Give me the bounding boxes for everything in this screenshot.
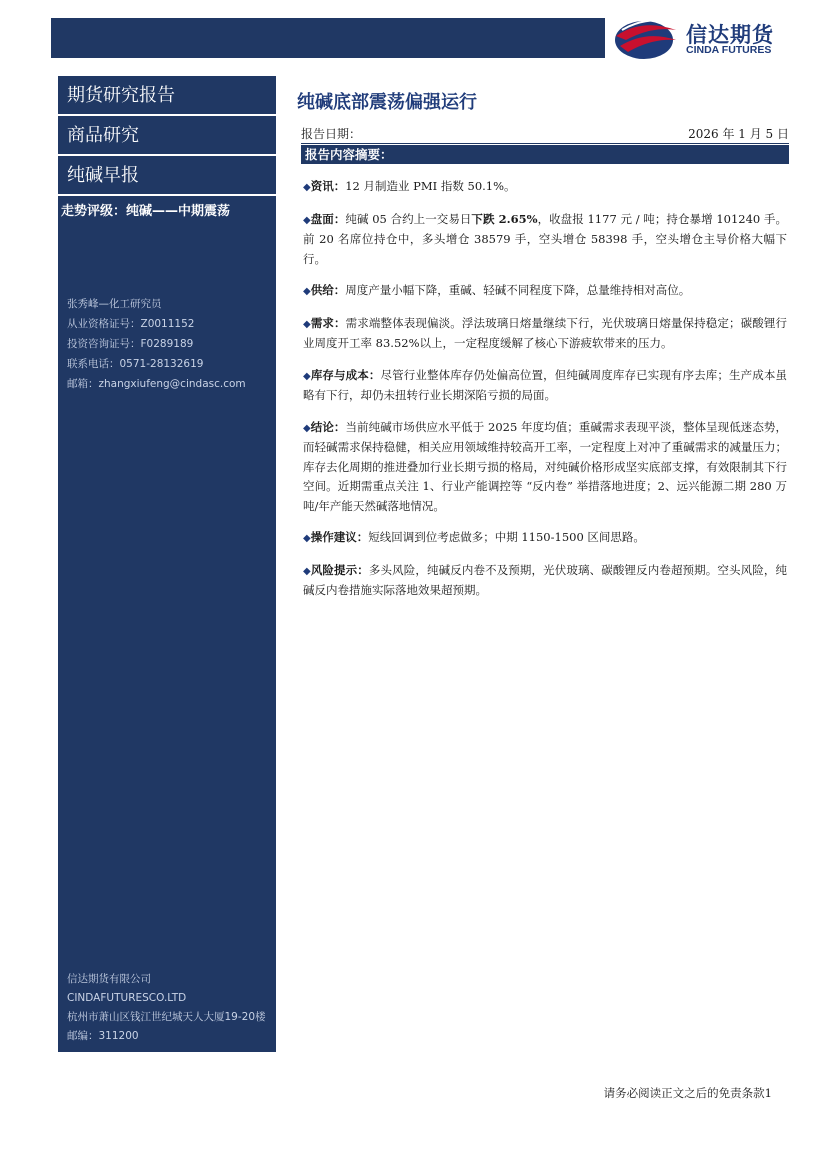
summary-heading: 报告内容摘要： [301, 145, 789, 164]
paragraph-text: 当前纯碱市场供应水平低于 2025 年度均值；重碱需求表现平淡，整体呈现低迷态势，而轻碱需求保持稳健，相关应用领域维持较高开工率，一定程度上对冲了重碱需求的减量压力；库存去化周期的推进叠加行业长期亏损的格局，对纯碱价格形成坚实底部支撑，有效限制其下行空间。近期需重点关注 1、行业产能调控等 “反内卷” 举措落地进度；2、远兴能源二期 280 万吨/年产能天然碱落地情况。 [303, 419, 788, 513]
diamond-bullet-icon: ◆ [303, 565, 311, 577]
paragraph-label: 供给： [310, 283, 346, 297]
disclaimer-footer: 请务必阅读正文之后的免责条款1 [603, 1086, 772, 1100]
sidebar-heading-report-type: 期货研究报告 [58, 76, 276, 116]
report-date-label: 报告日期： [301, 127, 362, 141]
analyst-phone: 联系电话：0571-28132619 [67, 358, 204, 370]
paragraph-demand [303, 314, 787, 354]
paragraph-inventory-cost [303, 366, 787, 406]
analyst-qualification: 从业资格证号：Z0011152 [67, 318, 195, 330]
paragraph-supply [303, 281, 787, 302]
company-logo [612, 16, 802, 62]
paragraph-news [303, 177, 787, 198]
diamond-bullet-icon: ◆ [303, 286, 311, 297]
cinda-logo-icon [612, 16, 680, 62]
paragraph-text: 短线回调到位考虑做多；中期 1150-1500 区间思路。 [368, 530, 645, 544]
paragraph-text-pre: 纯碱 05 合约上一交易日 [345, 211, 472, 226]
price-change-highlight: 下跌 2.65% [471, 211, 538, 226]
paragraph-text: 多头风险，纯碱反内卷不及预期，光伏玻璃、碳酸锂反内卷超预期。空头风险，纯碱反内卷措施实际落地效果超预期。 [303, 562, 787, 597]
report-date-row [301, 123, 789, 143]
company-info [67, 970, 266, 1046]
date-divider [301, 143, 789, 144]
paragraph-label: 需求： [310, 315, 346, 330]
paragraph-conclusion [303, 418, 787, 517]
company-name: 信达期货有限公司 [67, 973, 151, 985]
sidebar [58, 76, 276, 1052]
logo-en-text: CINDA FUTURES [686, 44, 772, 56]
analyst-consult-id: 投资咨询证号：F0289189 [67, 338, 194, 350]
paragraph-text: 12 月制造业 PMI 指数 50.1%。 [345, 179, 516, 193]
sidebar-heading-product: 纯碱早报 [58, 156, 276, 196]
summary-content [303, 177, 787, 613]
paragraph-text: ，收盘报 1177 元 / 吨；持仓暴增 101240 手。前 20 名席位持仓中，多头增仓 38579 手，空头增仓 58398 手，空头增仓主导价格大幅下行。 [303, 211, 787, 266]
logo-cn-text: 信达期货 [686, 23, 774, 47]
paragraph-market [303, 210, 787, 270]
diamond-bullet-icon: ◆ [303, 182, 311, 193]
paragraph-label: 资讯： [310, 179, 346, 193]
report-date-value: 2026 年 1 月 5 日 [688, 127, 789, 141]
paragraph-advice [303, 528, 787, 549]
analyst-email: 邮箱：zhangxiufeng@cindasc.com [67, 378, 246, 390]
analyst-info [67, 294, 246, 394]
paragraph-label: 结论： [310, 419, 346, 434]
diamond-bullet-icon: ◆ [303, 370, 311, 382]
paragraph-label: 库存与成本： [310, 367, 381, 382]
paragraph-text: 周度产量小幅下降，重碱、轻碱不同程度下降，总量维持相对高位。 [345, 283, 691, 297]
header-bar [51, 18, 605, 58]
sidebar-heading-category: 商品研究 [58, 116, 276, 156]
paragraph-text: 需求端整体表现偏淡。浮法玻璃日熔量继续下行，光伏玻璃日熔量保持稳定；碳酸锂行业周度开工率 83.52%以上，一定程度缓解了核心下游疲软带来的压力。 [303, 315, 787, 350]
diamond-bullet-icon: ◆ [303, 318, 311, 330]
analyst-name: 张秀峰—化工研究员 [67, 298, 162, 310]
report-title: 纯碱底部震荡偏强运行 [297, 92, 477, 113]
diamond-bullet-icon: ◆ [303, 214, 311, 226]
paragraph-text: 尽管行业整体库存仍处偏高位置，但纯碱周度库存已实现有序去库；生产成本虽略有下行，却仍未扭转行业长期深陷亏损的局面。 [303, 367, 787, 402]
diamond-bullet-icon: ◆ [303, 533, 311, 544]
company-address: 杭州市萧山区钱江世纪城天人大厦19-20楼 [67, 1011, 266, 1023]
paragraph-label: 风险提示： [310, 562, 369, 577]
paragraph-label: 操作建议： [310, 530, 369, 544]
paragraph-risk [303, 561, 787, 601]
company-site: CINDAFUTURESCO.LTD [67, 992, 187, 1004]
paragraph-label: 盘面： [310, 211, 346, 226]
company-postcode: 邮编：311200 [67, 1030, 139, 1042]
diamond-bullet-icon: ◆ [303, 422, 311, 434]
trend-rating: 走势评级：纯碱——中期震荡 [61, 204, 231, 219]
